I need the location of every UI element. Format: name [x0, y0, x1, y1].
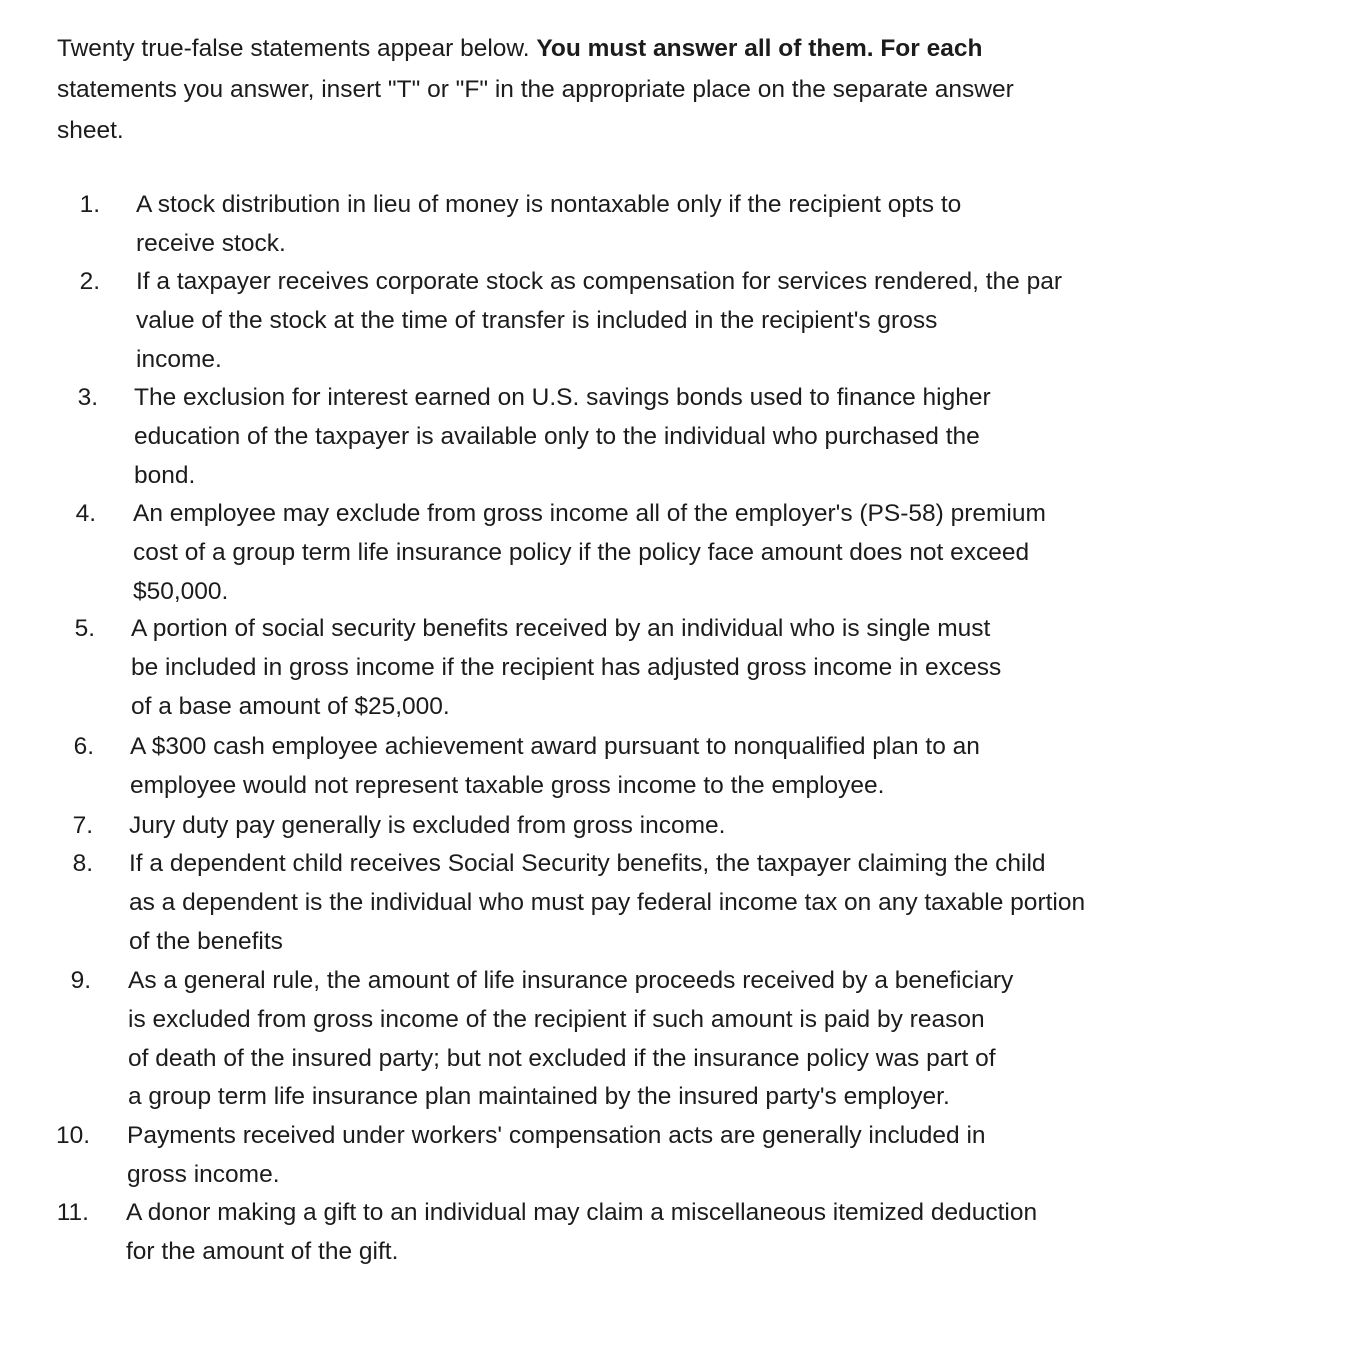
question-number: 6.: [73, 733, 94, 760]
question-text: [133, 495, 1046, 611]
question-text: [127, 1117, 986, 1195]
question-line: of death of the insured party; but not excluded if the insurance policy was part of: [128, 1044, 996, 1072]
instructions-text: Twenty true-false statements appear below.: [57, 35, 530, 62]
instructions-line-3: sheet.: [57, 117, 124, 144]
question-line: value of the stock at the time of transfer is included in the recipient's gross: [136, 306, 938, 334]
question-line: $50,000.: [133, 577, 229, 605]
question-number: 8.: [72, 850, 93, 877]
question-number: 11.: [56, 1199, 89, 1226]
question-text: [129, 845, 1085, 961]
question-text: [130, 728, 980, 806]
question-number: 1.: [79, 191, 100, 218]
question-text: [126, 1194, 1037, 1272]
question-text: [136, 186, 961, 264]
question-line: As a general rule, the amount of life insurance proceeds received by a beneficiary: [128, 967, 1014, 994]
question-line: of the benefits: [129, 927, 283, 955]
question-line: gross income.: [127, 1160, 280, 1188]
question-text: [131, 610, 1001, 726]
instructions: [57, 28, 1237, 151]
question-line: A portion of social security benefits received by an individual who is single must: [131, 615, 991, 642]
question-line: of a base amount of $25,000.: [131, 692, 450, 720]
question-number: 7.: [72, 812, 93, 839]
question-text: [128, 962, 1013, 1117]
question-line: be included in gross income if the recipient has adjusted gross income in excess: [131, 653, 1002, 681]
question-line: Payments received under workers' compensation acts are generally included in: [127, 1122, 986, 1149]
question-line: income.: [136, 345, 222, 373]
question-line: A stock distribution in lieu of money is nontaxable only if the recipient opts to: [136, 191, 962, 218]
question-text: [129, 807, 725, 846]
question-line: a group term life insurance plan maintained by the insured party's employer.: [128, 1083, 950, 1111]
question-line: The exclusion for interest earned on U.S. savings bonds used to finance higher: [134, 384, 991, 411]
question-text: [136, 263, 1062, 379]
question-line: is excluded from gross income of the recipient if such amount is paid by reason: [128, 1005, 985, 1033]
question-text: [134, 379, 991, 495]
question-line: education of the taxpayer is available only to the individual who purchased the: [134, 422, 980, 450]
question-line: If a dependent child receives Social Security benefits, the taxpayer claiming the child: [129, 850, 1046, 877]
question-line: Jury duty pay generally is excluded from gross income.: [129, 812, 726, 839]
question-number: 4.: [75, 500, 96, 527]
question-line: employee would not represent taxable gross income to the employee.: [130, 771, 885, 799]
question-number: 2.: [79, 268, 100, 295]
question-line: receive stock.: [136, 229, 286, 257]
question-line: An employee may exclude from gross income all of the employer's (PS-58) premium: [133, 500, 1046, 527]
question-line: cost of a group term life insurance policy if the policy face amount does not exceed: [133, 538, 1030, 566]
question-number: 5.: [74, 615, 95, 642]
question-line: bond.: [134, 461, 196, 489]
question-line: A $300 cash employee achievement award pursuant to nonqualified plan to an: [130, 733, 980, 760]
question-number: 9.: [70, 967, 91, 994]
question-line: If a taxpayer receives corporate stock as compensation for services rendered, the par: [136, 268, 1063, 295]
instructions-line-2: statements you answer, insert "T" or "F" in the appropriate place on the separate answer: [57, 76, 1014, 103]
question-number: 3.: [77, 384, 98, 411]
instructions-emphasis: You must answer all of them. For each: [536, 35, 983, 62]
question-line: A donor making a gift to an individual may claim a miscellaneous itemized deduction: [126, 1199, 1038, 1226]
question-line: for the amount of the gift.: [126, 1237, 399, 1265]
question-line: as a dependent is the individual who must pay federal income tax on any taxable portion: [129, 888, 1086, 916]
question-number: 10.: [55, 1122, 90, 1149]
